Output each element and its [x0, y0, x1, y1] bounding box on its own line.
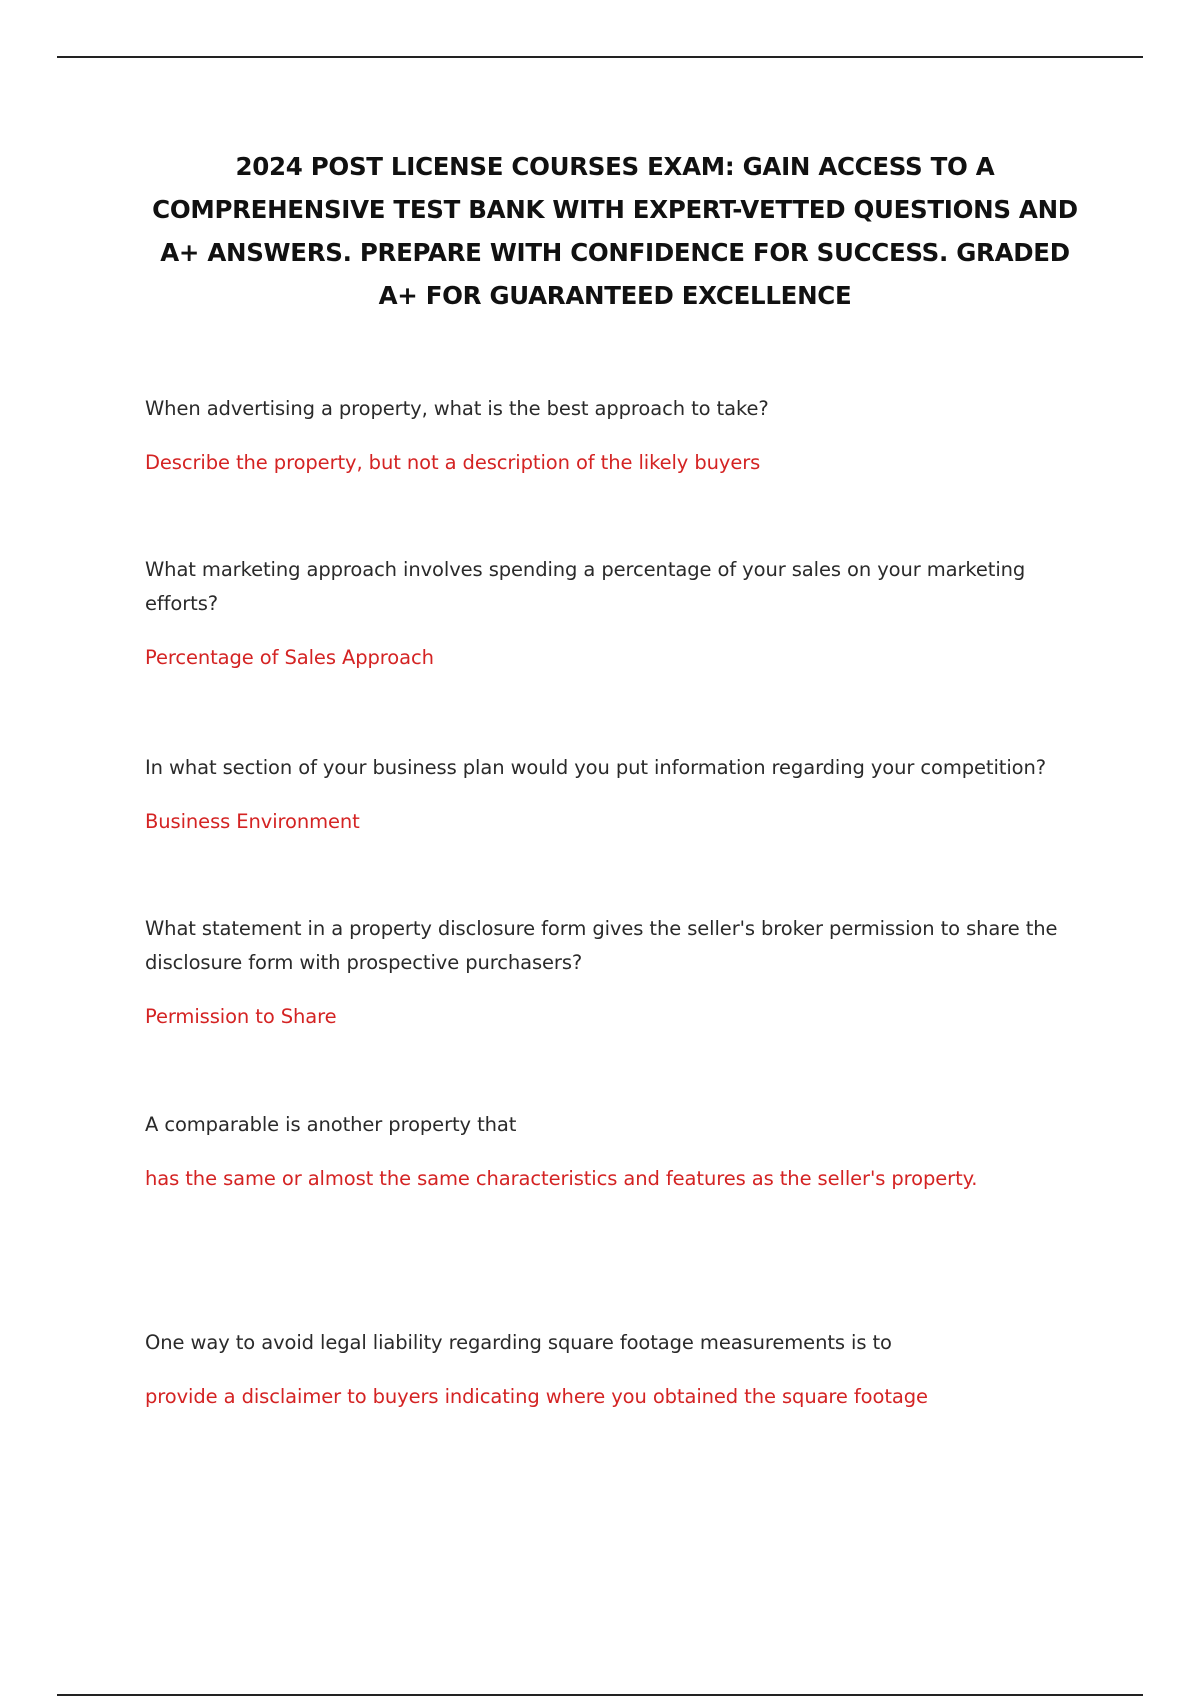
qa-item: [145, 912, 1075, 1034]
qa-item: [145, 1326, 1075, 1414]
question-text: In what section of your business plan would you put information regarding your competition?: [145, 756, 1047, 779]
document-title: 2024 POST LICENSE COURSES EXAM: GAIN ACCESS TO A COMPREHENSIVE TEST BANK WITH EXPERT-VETTED QUESTIONS AND A+ ANSWERS. PREPARE WITH CONFIDENCE FOR SUCCESS. GRADED A+ FOR GUARANTEED EXCELLENCE: [152, 152, 1078, 310]
question-text: What marketing approach involves spending a percentage of your sales on your marketing efforts?: [145, 558, 1026, 615]
bottom-divider: [57, 1694, 1143, 1696]
answer-text: Permission to Share: [145, 1005, 337, 1028]
answer-text: Business Environment: [145, 810, 360, 833]
qa-item: [145, 392, 1075, 480]
qa-item: [145, 553, 1075, 675]
question-text: When advertising a property, what is the best approach to take?: [145, 397, 769, 420]
qa-item: [145, 751, 1075, 839]
top-divider: [57, 56, 1143, 58]
answer-text: provide a disclaimer to buyers indicating where you obtained the square footage: [145, 1385, 928, 1408]
question-text: A comparable is another property that: [145, 1113, 517, 1136]
question-text: One way to avoid legal liability regarding square footage measurements is to: [145, 1331, 892, 1354]
qa-item: [145, 1108, 1075, 1196]
answer-text: has the same or almost the same characteristics and features as the seller's property.: [145, 1167, 978, 1190]
answer-text: Describe the property, but not a description of the likely buyers: [145, 451, 761, 474]
question-text: What statement in a property disclosure form gives the seller's broker permission to share the disclosure form with prospective purchasers?: [145, 917, 1058, 974]
answer-text: Percentage of Sales Approach: [145, 646, 434, 669]
